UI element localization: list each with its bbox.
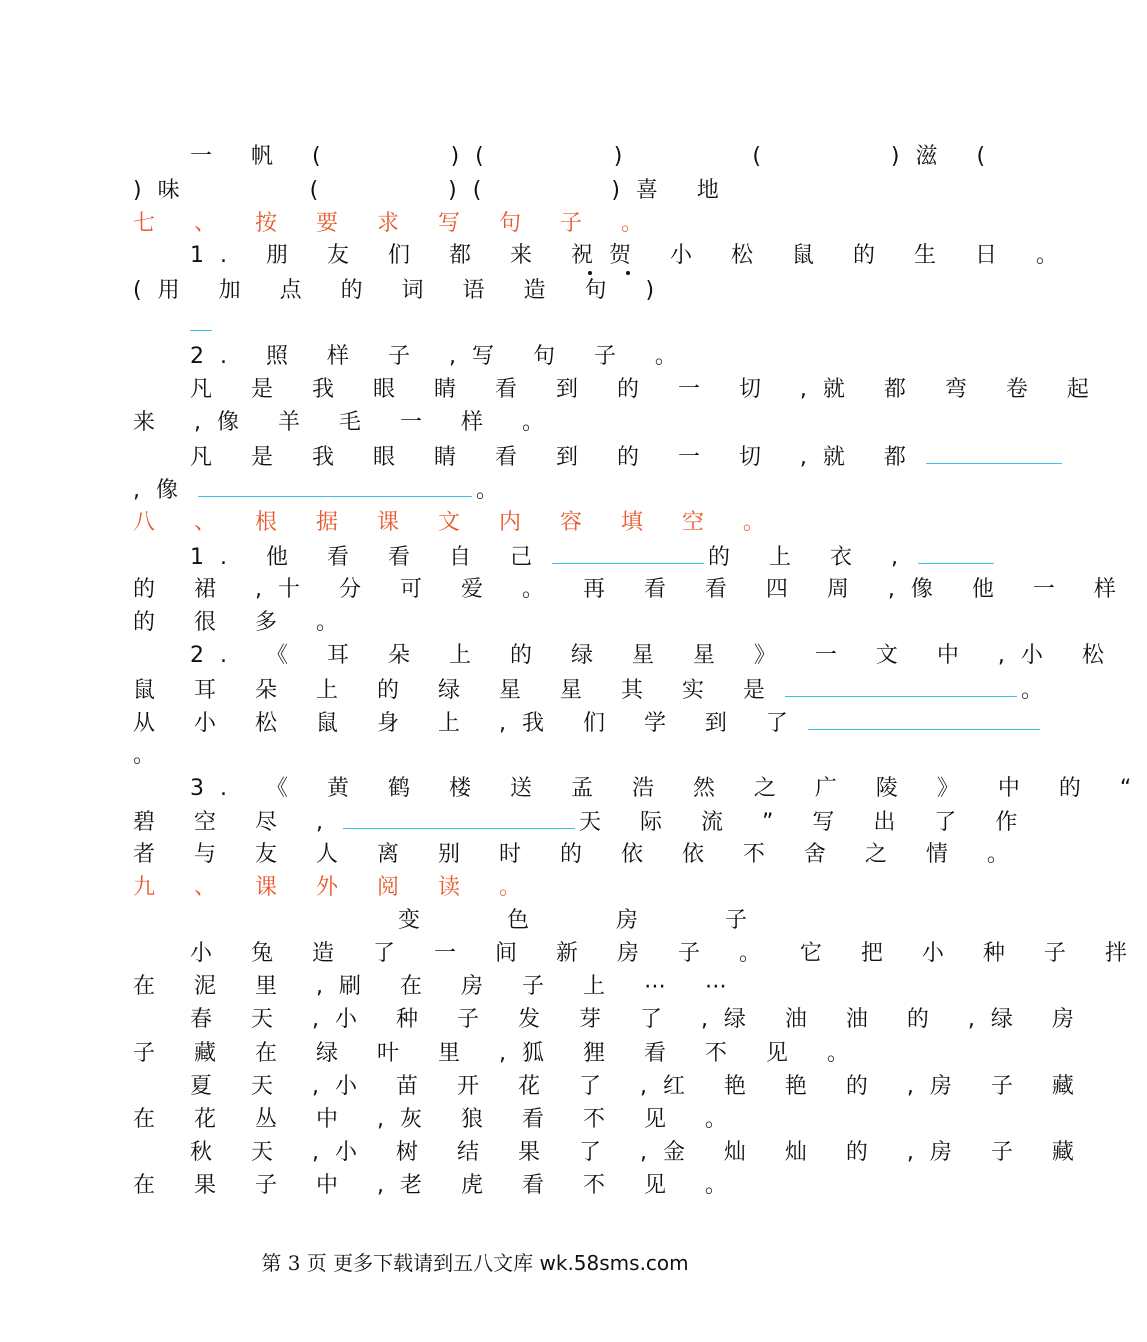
s8-q2-line4: 。 [133,743,172,768]
s7-fill-blank-2[interactable] [198,476,472,497]
s8-q2-blank-1[interactable] [785,676,1017,697]
s7-example-line2: 来 ,像 羊 毛 一 样 。 [133,410,560,435]
s7-q1-answer-line[interactable] [190,310,212,339]
s8-q1-text-b: 的 上 衣 , [707,545,914,570]
s8-q1-blank-1[interactable] [552,543,704,564]
s8-q2-text-3: 从 小 松 鼠 身 上 ,我 们 学 到 了 [133,711,804,736]
s7-q1-text-a: 1. 朋 友 们 都 来 [190,243,571,268]
s8-q2-end: 。 [1020,678,1059,703]
section-8-heading: 八 、 根 据 课 文 内 容 填 空 。 [133,510,781,535]
s8-q3-text-a: 碧 空 尽 , [133,810,339,835]
page-footer [0,1250,950,1276]
reading-p1-line1: 小 兔 造 了 一 间 新 房 子 。 它 把 小 种 子 拌 [190,941,1143,966]
s7-fill-end: 。 [476,478,515,503]
reading-p4-line2: 在 果 子 中 ,老 虎 看 不 见 。 [133,1173,743,1198]
s8-q1-line1 [190,543,998,572]
reading-title: 变 色 房 子 [398,908,787,933]
s7-q1-dotted-char-1: 祝 [570,243,609,268]
section-7-heading: 七 、 按 要 求 写 句 子 。 [133,211,659,236]
s7-q2: 2. 照 样 子 ,写 句 子 。 [190,344,693,369]
s8-q3-line1: 3. 《 黄 鹤 楼 送 孟 浩 然 之 广 陵 》 中 的 “ [190,776,1147,801]
s8-q1-text-a: 1. 他 看 看 自 己 [190,545,548,570]
s7-q1-dotted-char-2: 贺 [608,243,647,268]
reading-p4-line1: 秋 天 ,小 树 结 果 了 ,金 灿 灿 的 ,房 子 藏 [190,1140,1090,1165]
s8-q1-line2: 的 裙 ,十 分 可 爱 。 再 看 看 四 周 ,像 他 一 样 [133,577,1132,602]
s7-fill-line2 [133,476,514,505]
s8-q2-line3 [133,709,1044,738]
s8-q2-blank-2[interactable] [808,709,1040,730]
s7-q1-line1 [190,242,1074,270]
s7-q1-text-b: 小 松 鼠 的 生 日 。 [646,243,1074,268]
s7-q1-line2: (用 加 点 的 词 语 造 句 ) [133,278,671,303]
s8-q2-line1: 2. 《 耳 朵 上 的 绿 星 星 》 一 文 中 ,小 松 [190,643,1120,668]
s8-q3-blank[interactable] [343,808,575,829]
s7-fill-blank-1[interactable] [926,443,1062,464]
idiom-fill-line-2: )味 ( )( )喜 地 [133,178,735,203]
s8-q1-line3: 的 很 多 。 [133,610,354,635]
reading-p3-line2: 在 花 丛 中 ,灰 狼 看 不 见 。 [133,1107,743,1132]
s7-fill-line1 [190,443,1066,472]
footer-page-text: 第 3 页 更多下载请到五八文库 [261,1251,540,1275]
s8-q3-text-b: 天 际 流 ” 写 出 了 作 [578,810,1034,835]
s8-q1-blank-2[interactable] [918,543,994,564]
reading-p3-line1: 夏 天 ,小 苗 开 花 了 ,红 艳 艳 的 ,房 子 藏 [190,1074,1090,1099]
s8-q3-line3: 者 与 友 人 离 别 时 的 依 依 不 舍 之 情 。 [133,842,1025,867]
s7-example-line1: 凡 是 我 眼 睛 看 到 的 一 切 ,就 都 弯 卷 起 [190,377,1105,402]
s8-q3-line2 [133,808,1033,837]
reading-p2-line2: 子 藏 在 绿 叶 里 ,狐 狸 看 不 见 。 [133,1041,865,1066]
reading-p2-line1: 春 天 ,小 种 子 发 芽 了 ,绿 油 油 的 ,绿 房 [190,1007,1090,1032]
s8-q2-text: 鼠 耳 朵 上 的 绿 星 星 其 实 是 [133,678,781,703]
idiom-fill-line-1: 一 帆 ( )( ) ( )滋 ( [190,144,1002,169]
reading-p1-line2: 在 泥 里 ,刷 在 房 子 上 ⋯ ⋯ [133,974,743,999]
section-9-heading: 九 、 课 外 阅 读 。 [133,875,537,900]
s7-fill-text: 凡 是 我 眼 睛 看 到 的 一 切 ,就 都 [190,445,922,470]
s7-fill-text-2: ,像 [133,478,194,503]
footer-site-link[interactable]: wk.58sms.com [539,1251,689,1275]
s7-q1-answer-blank[interactable] [190,310,212,331]
s8-q2-line2 [133,676,1059,705]
